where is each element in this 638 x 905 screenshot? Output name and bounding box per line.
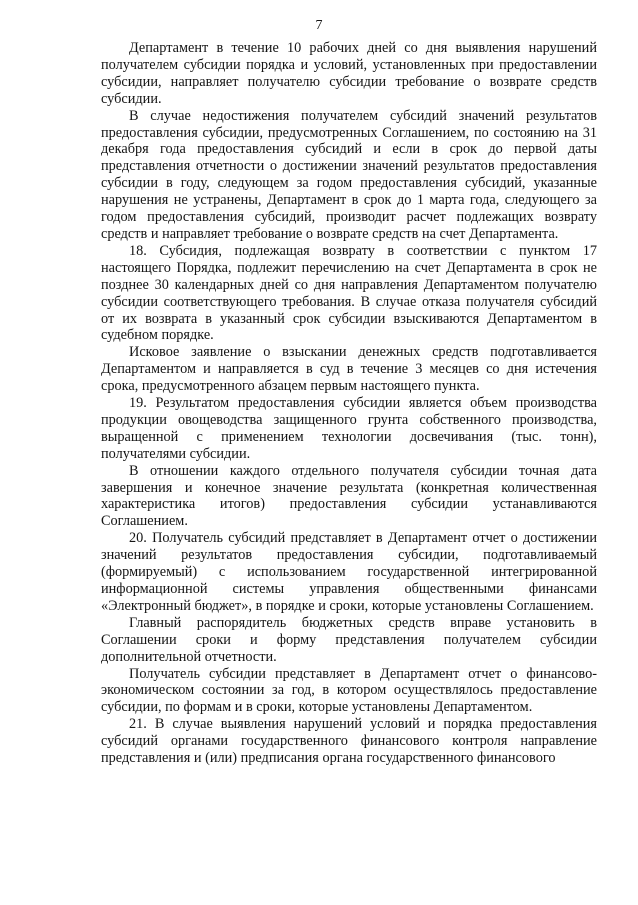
- document-body: [101, 40, 597, 767]
- paragraph-item-18: 18. Субсидия, подлежащая возврату в соответствии с пунктом 17 настоящего Порядка, подлежит перечислению на счет Департамента в срок не позднее 30 календарных дней со дня направления Департаментом получателю субсидии соответствующего требования. В случае отказа получателя субсидий от их возврата в указанный срок субсидии взыскиваются Департаментом в судебном порядке.: [101, 242, 597, 344]
- paragraph-item-21: 21. В случае выявления нарушений условий и порядка предоставления субсидий органами государственного финансового контроля направление представления и (или) предписания органа государственного финансового: [101, 716, 597, 767]
- paragraph-financial-report: Получатель субсидии представляет в Департамент отчет о финансово-экономическом состоянии за год, в котором осуществлялось предоставление субсидии, по формам и в сроки, которые установлены Департаментом.: [101, 665, 597, 716]
- paragraph-refund-demand: Департамент в течение 10 рабочих дней со дня выявления нарушений получателем субсидии порядка и условий, установленных при предоставлении субсидии, направляет получателю субсидии требование о возврате средств субсидии.: [101, 40, 597, 107]
- paragraph-additional-reporting: Главный распорядитель бюджетных средств вправе установить в Соглашении сроки и форму представления получателем субсидии дополнительной отчетности.: [101, 614, 597, 665]
- paragraph-result-date: В отношении каждого отдельного получателя субсидии точная дата завершения и конечное значение результата (конкретная количественная характеристика итогов) предоставления субсидии устанавливаются Соглашением.: [101, 462, 597, 530]
- paragraph-item-20: 20. Получатель субсидий представляет в Департамент отчет о достижении значений результатов предоставления субсидии, подготавливаемый (формируемый) с использованием государственной интегрированной информационной системы управления общественными финансами «Электронный бюджет», в порядке и сроки, которые установлены Соглашением.: [101, 530, 597, 614]
- paragraph-item-19: 19. Результатом предоставления субсидии является объем производства продукции овощеводства защищенного грунта собственного производства, выращенной с применением технологии досвечивания (тыс. тонн), получателями субсидии.: [101, 395, 597, 462]
- paragraph-results-not-achieved: В случае недостижения получателем субсидий значений результатов предоставления субсидии, предусмотренных Соглашением, по состоянию на 31 декабря года предоставления субсидий и если в срок до первой даты представления отчетности о достижении значений результатов предоставления субсидии в году, следующем за годом предоставления субсидий, указанные нарушения не устранены, Департамент в срок до 1 марта года, следующего за годом предоставления субсидий, производит расчет подлежащих возврату средств и направляет требование о возврате средств на счет Департамента.: [101, 107, 597, 242]
- paragraph-lawsuit: Исковое заявление о взыскании денежных средств подготавливается Департаментом и направляется в суд в течение 3 месяцев со дня истечения срока, предусмотренного абзацем первым настоящего пункта.: [101, 344, 597, 395]
- page-number: 7: [315, 18, 323, 33]
